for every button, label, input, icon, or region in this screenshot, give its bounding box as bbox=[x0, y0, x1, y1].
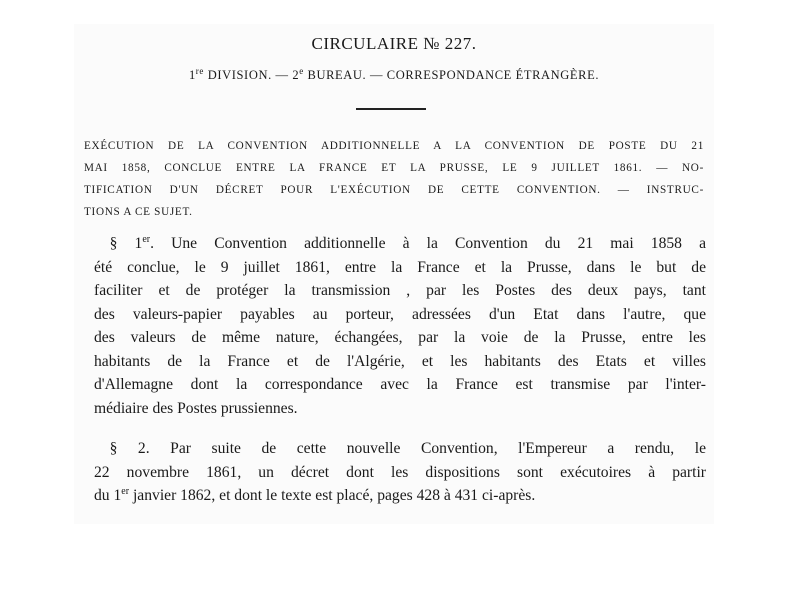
paragraph-line: médiaire des Postes prussiennes. bbox=[94, 399, 298, 417]
paragraph-line: 22 novembre 1861, un décret dont les dispositions sont exécutoires à partir bbox=[94, 463, 706, 481]
bureau-text: BUREAU. — CORRESPONDANCE ÉTRANGÈRE. bbox=[303, 68, 600, 82]
paragraph-line: été conclue, le 9 juillet 1861, entre la France et la Prusse, dans le but de bbox=[94, 258, 706, 276]
paragraph-line bbox=[94, 437, 706, 461]
paragraph-line bbox=[94, 232, 706, 256]
paragraph-1 bbox=[94, 232, 706, 420]
paragraph-text: du 1 bbox=[94, 487, 122, 504]
summary-line: MAI 1858, CONCLUE ENTRE LA FRANCE ET LA PRUSSE, LE 9 JUILLET 1861. — NO- bbox=[84, 162, 704, 174]
section-mark: § 1 bbox=[109, 235, 143, 252]
paragraph-line: des valeurs de même nature, échangées, par la voie de la Prusse, entre les bbox=[94, 329, 706, 346]
date-superscript: er bbox=[121, 485, 130, 497]
paragraph-text: § 2. Par suite de cette nouvelle Convention, l'Empereur a rendu, le bbox=[109, 440, 706, 457]
division-heading bbox=[74, 65, 714, 83]
paragraph-line: d'Allemagne dont la correspondance avec la France est transmise par l'inter- bbox=[94, 376, 706, 393]
section-superscript: er bbox=[142, 233, 151, 245]
separator-rule bbox=[356, 108, 426, 110]
paragraph-line: des valeurs-papier payables au porteur, adressées d'un Etat dans l'autre, que bbox=[94, 305, 706, 323]
division-number: 1 bbox=[188, 68, 196, 82]
bureau-superscript: e bbox=[299, 65, 304, 76]
document-page bbox=[74, 24, 714, 524]
summary-line: TIFICATION D'UN DÉCRET POUR L'EXÉCUTION DE CETTE CONVENTION. — INSTRUC- bbox=[84, 184, 704, 196]
circular-title: CIRCULAIRE № 227. bbox=[311, 34, 477, 53]
summary-block bbox=[84, 135, 704, 223]
paragraph-text: . Une Convention additionnelle à la Convention du 21 mai 1858 a bbox=[150, 235, 707, 252]
summary-line: EXÉCUTION DE LA CONVENTION ADDITIONNELLE A LA CONVENTION DE POSTE DU 21 bbox=[84, 140, 704, 152]
paragraph-text: janvier 1862, et dont le texte est placé, pages 428 à 431 ci-après. bbox=[129, 487, 536, 504]
paragraph-line bbox=[94, 484, 706, 508]
division-superscript: re bbox=[195, 65, 204, 76]
summary-line: TIONS A CE SUJET. bbox=[84, 206, 193, 218]
division-text: DIVISION. — 2 bbox=[204, 68, 300, 82]
paragraph-2 bbox=[94, 437, 706, 508]
paragraph-line: faciliter et de protéger la transmission , par les Postes des deux pays, tant bbox=[94, 282, 706, 299]
paragraph-line: habitants de la France et de l'Algérie, et les habitants des Etats et villes bbox=[94, 352, 706, 370]
